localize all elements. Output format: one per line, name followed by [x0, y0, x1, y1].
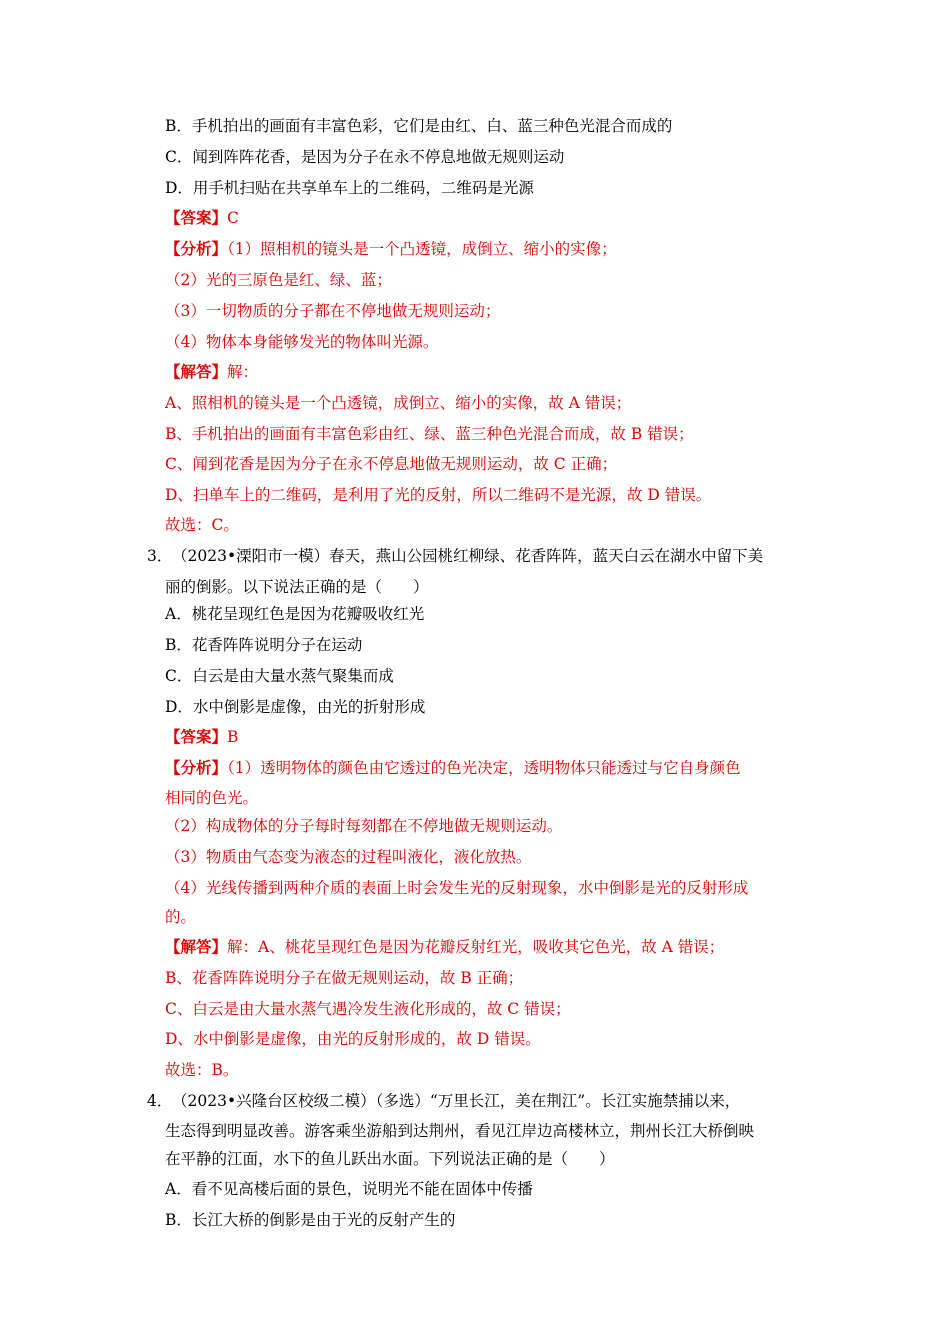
q3-option-b: B．花香阵阵说明分子在运动	[165, 636, 363, 654]
q3-stem-line1: （2023•溧阳市一模）春天，燕山公园桃红柳绿、花香阵阵，蓝天白云在湖水中留下美	[172, 547, 764, 565]
q2-analysis-3: （3）一切物质的分子都在不停地做无规则运动；	[165, 302, 501, 320]
q4-stem-line1: （2023•兴隆台区校级二模）（多选）“万里长江，美在荆江”。长江实施禁捕以来，	[172, 1092, 741, 1110]
q3-analysis-tag: 【分析】	[165, 758, 228, 777]
q3-solution-c: C、白云是由大量水蒸气遇冷发生液化形成的，故 C 错误；	[165, 1000, 571, 1018]
q3-stem-line2: 丽的倒影。以下说法正确的是（ ）	[165, 578, 429, 596]
q3-solution-b: B、花香阵阵说明分子在做无规则运动，故 B 正确；	[165, 969, 524, 987]
q2-option-d: D．用手机扫贴在共享单车上的二维码，二维码是光源	[165, 179, 534, 197]
q2-choice: 故选：C。	[165, 516, 239, 534]
q3-analysis-1b: 相同的色光。	[165, 789, 259, 807]
q4-stem-line2: 生态得到明显改善。游客乘坐游船到达荆州，看见江岸边高楼林立，荆州长江大桥倒映	[165, 1122, 755, 1140]
q3-analysis-4a: （4）光线传播到两种介质的表面上时会发生光的反射现象，水中倒影是光的反射形成	[165, 879, 749, 897]
q3-solution-a-text: A、桃花呈现红色是因为花瓣反射红光，吸收其它色光，故 A 错误；	[258, 938, 725, 956]
q3-solution-tag: 【解答】	[165, 937, 228, 956]
q3-option-d: D．水中倒影是虚像，由光的折射形成	[165, 698, 426, 716]
q2-solution-prefix: 解：	[227, 363, 259, 381]
q2-solution-b: B、手机拍出的画面有丰富色彩由红、绿、蓝三种色光混合而成，故 B 错误；	[165, 425, 694, 443]
q2-answer-tag: 【答案】	[165, 208, 228, 227]
q2-solution-tag: 【解答】	[165, 362, 228, 381]
q3-answer-value: B	[227, 728, 239, 746]
q3-analysis-1a-text: （1）透明物体的颜色由它透过的色光决定，透明物体只能透过与它自身颜色	[227, 759, 741, 777]
q4-option-b: B．长江大桥的倒影是由于光的反射产生的	[165, 1211, 456, 1229]
q4-number: 4．	[147, 1092, 173, 1110]
q2-answer-value: C	[227, 209, 239, 227]
q3-choice: 故选：B。	[165, 1061, 239, 1079]
q4-stem-line3: 在平静的江面，水下的鱼儿跃出水面。下列说法正确的是（ ）	[165, 1150, 615, 1168]
q2-analysis-tag: 【分析】	[165, 239, 228, 258]
q2-answer	[165, 208, 239, 228]
q2-analysis-1	[165, 239, 617, 259]
q3-solution-d: D、水中倒影是虚像，由光的反射形成的，故 D 错误。	[165, 1030, 541, 1048]
q3-solution-a	[165, 937, 724, 957]
q2-solution-header	[165, 362, 258, 382]
q3-analysis-3: （3）物质由气态变为液态的过程叫液化，液化放热。	[165, 848, 532, 866]
q3-option-a: A．桃花呈现红色是因为花瓣吸收红光	[165, 605, 425, 623]
q3-solution-prefix: 解：	[227, 938, 259, 956]
q3-analysis-2: （2）构成物体的分子每时每刻都在不停地做无规则运动。	[165, 817, 563, 835]
q3-option-c: C．白云是由大量水蒸气聚集而成	[165, 667, 394, 685]
q2-solution-d: D、扫单车上的二维码，是利用了光的反射，所以二维码不是光源，故 D 错误。	[165, 486, 712, 504]
q2-solution-c: C、闻到花香是因为分子在永不停息地做无规则运动，故 C 正确；	[165, 455, 618, 473]
q2-analysis-1-text: （1）照相机的镜头是一个凸透镜，成倒立、缩小的实像；	[227, 240, 617, 258]
q2-option-c: C．闻到阵阵花香，是因为分子在永不停息地做无规则运动	[165, 148, 565, 166]
q2-solution-a: A、照相机的镜头是一个凸透镜，成倒立、缩小的实像，故 A 错误；	[165, 394, 632, 412]
q2-analysis-2: （2）光的三原色是红、绿、蓝；	[165, 271, 392, 289]
q4-option-a: A．看不见高楼后面的景色，说明光不能在固体中传播	[165, 1180, 533, 1198]
q3-analysis-1	[165, 758, 741, 778]
q2-option-b: B．手机拍出的画面有丰富色彩，它们是由红、白、蓝三种色光混合而成的	[165, 117, 673, 135]
q3-answer	[165, 727, 238, 747]
q3-number: 3．	[147, 547, 173, 565]
q2-analysis-4: （4）物体本身能够发光的物体叫光源。	[165, 333, 439, 351]
q3-answer-tag: 【答案】	[165, 727, 228, 746]
q3-analysis-4b: 的。	[165, 908, 197, 926]
